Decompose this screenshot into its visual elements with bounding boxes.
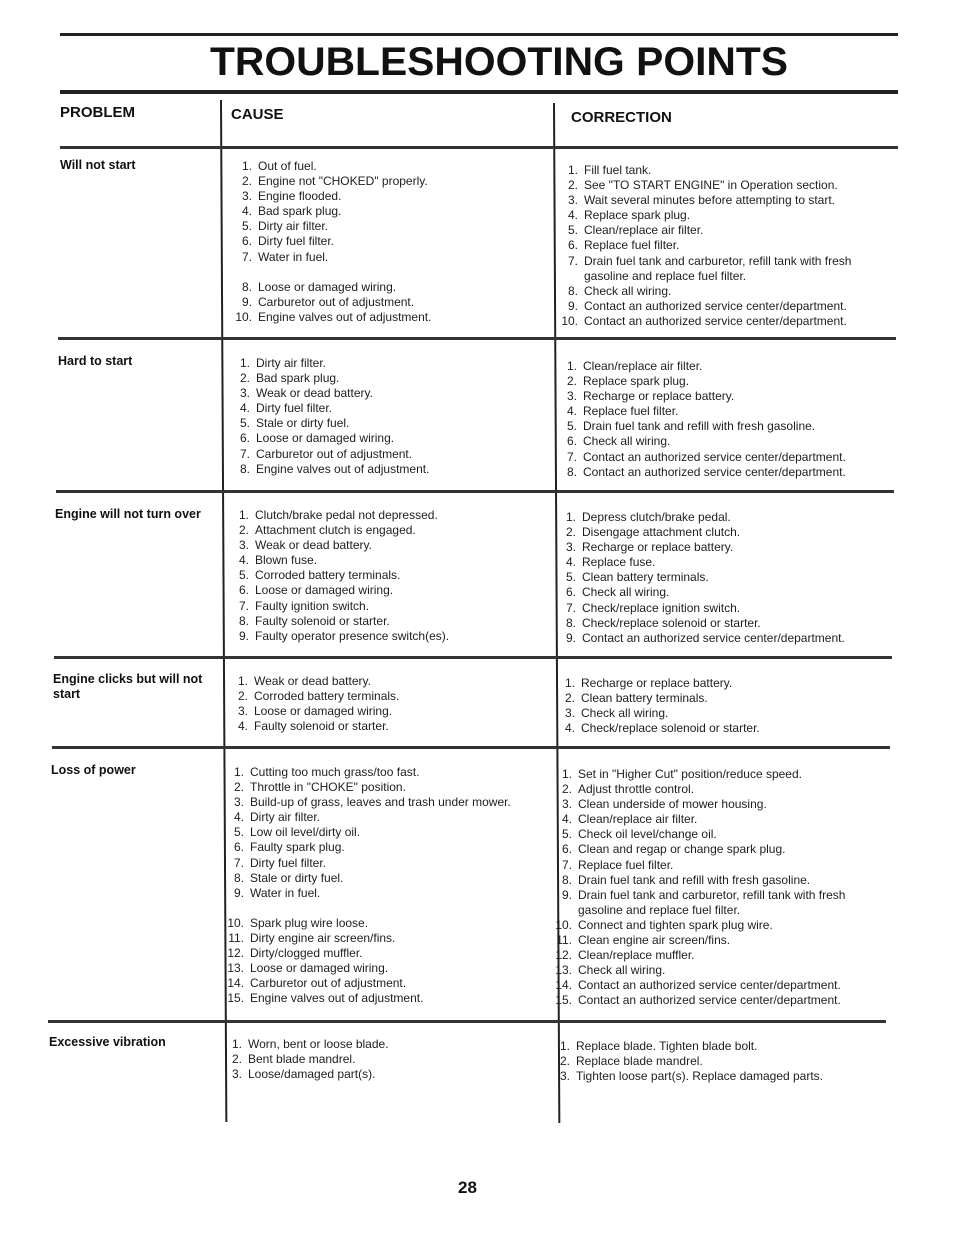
list-item: 8. Loose or damaged wiring. bbox=[241, 279, 397, 294]
list-item: 4. Faulty solenoid or starter. bbox=[237, 719, 389, 734]
list-item: 9. Water in fuel. bbox=[233, 885, 321, 900]
list-item: 4. Clean/replace air filter. bbox=[561, 812, 698, 827]
correction-list bbox=[556, 510, 886, 646]
problem-label: Engine clicks but will not start bbox=[53, 672, 203, 701]
column-header-correction: CORRECTION bbox=[571, 109, 672, 126]
list-item: 3. Loose/damaged part(s). bbox=[231, 1067, 376, 1082]
list-item: 1. Replace blade. Tighten blade bolt. bbox=[559, 1039, 758, 1053]
list-item: 2. Engine not "CHOKED" properly. bbox=[241, 174, 428, 189]
list-item: 1. Cutting too much grass/too fast. bbox=[233, 765, 420, 779]
list-item: 7. Drain fuel tank and carburetor, refill tank with fresh gasoline and replace fuel filter. bbox=[567, 253, 852, 283]
list-item: 6. Replace fuel filter. bbox=[567, 238, 680, 253]
list-item: 13. Check all wiring. bbox=[555, 963, 666, 978]
cause-list bbox=[230, 356, 540, 477]
list-item: 15. Contact an authorized service center/department. bbox=[555, 993, 841, 1008]
correction-list bbox=[558, 163, 888, 329]
list-item: 6. Loose or damaged wiring. bbox=[238, 583, 394, 598]
cause-list bbox=[232, 159, 542, 325]
list-item: 7. Dirty fuel filter. bbox=[233, 855, 327, 870]
list-item: 11. Clean engine air screen/fins. bbox=[556, 933, 731, 948]
correction-list bbox=[550, 1039, 885, 1084]
list-item: 8. Engine valves out of adjustment. bbox=[239, 461, 430, 476]
list-item: 3. Recharge or replace battery. bbox=[566, 389, 735, 404]
cause-list bbox=[222, 1037, 542, 1082]
list-item: 8. Stale or dirty fuel. bbox=[233, 870, 344, 885]
correction-list bbox=[555, 676, 885, 736]
correction-list bbox=[557, 359, 887, 480]
list-item: 3. Clean underside of mower housing. bbox=[561, 797, 767, 812]
cause-list bbox=[229, 508, 544, 644]
list-item: 8. Check all wiring. bbox=[567, 283, 672, 298]
list-item: 8. Faulty solenoid or starter. bbox=[238, 613, 390, 628]
list-item: 14. Contact an authorized service center/department. bbox=[555, 978, 841, 993]
list-item: 7. Faulty ignition switch. bbox=[238, 598, 370, 613]
list-item: 8. Check/replace solenoid or starter. bbox=[565, 615, 761, 630]
problem-label: Engine will not turn over bbox=[55, 507, 201, 521]
list-item: 4. Replace fuse. bbox=[565, 555, 656, 570]
list-item: 3. Wait several minutes before attempting to start. bbox=[567, 193, 835, 208]
list-item: 12. Dirty/clogged muffler. bbox=[227, 946, 363, 961]
list-item: 6. Faulty spark plug. bbox=[233, 840, 345, 855]
list-item: 9. Contact an authorized service center/department. bbox=[567, 298, 847, 313]
page-number: 28 bbox=[458, 1178, 477, 1197]
list-item: 4. Bad spark plug. bbox=[241, 204, 342, 219]
list-item: 1. Weak or dead battery. bbox=[237, 674, 371, 688]
list-item: 7. Contact an authorized service center/department. bbox=[566, 449, 846, 464]
list-item: 8. Drain fuel tank and refill with fresh gasoline. bbox=[561, 872, 811, 887]
list-item: 5. Clean battery terminals. bbox=[565, 570, 709, 585]
list-item: 2. Disengage attachment clutch. bbox=[565, 525, 741, 540]
list-item: 12. Clean/replace muffler. bbox=[555, 948, 695, 963]
list-item: 7. Check/replace ignition switch. bbox=[565, 600, 741, 615]
list-item: 1. Dirty air filter. bbox=[239, 356, 327, 370]
list-item: 10. Contact an authorized service center/department. bbox=[561, 313, 847, 328]
list-item: 1. Set in "Higher Cut" position/reduce speed. bbox=[561, 767, 802, 781]
problem-label: Will not start bbox=[60, 158, 136, 172]
list-item: 2. Attachment clutch is engaged. bbox=[238, 523, 416, 538]
list-item: 6. Clean and regap or change spark plug. bbox=[561, 842, 786, 857]
list-item: 1. Clutch/brake pedal not depressed. bbox=[238, 508, 438, 522]
list-item: 5. Dirty air filter. bbox=[241, 219, 329, 234]
cause-list bbox=[224, 765, 544, 1006]
list-item: 10. Engine valves out of adjustment. bbox=[235, 309, 432, 324]
title-top-rule bbox=[60, 33, 898, 36]
list-item: 5. Check oil level/change oil. bbox=[561, 827, 717, 842]
list-item: 7. Carburetor out of adjustment. bbox=[239, 446, 413, 461]
correction-list bbox=[552, 767, 887, 1009]
list-item: 3. Build-up of grass, leaves and trash under mower. bbox=[233, 795, 511, 810]
title-bottom-rule bbox=[60, 90, 898, 94]
list-item: 6. Check all wiring. bbox=[565, 585, 670, 600]
list-item: 6. Check all wiring. bbox=[566, 434, 671, 449]
list-item: 7. Water in fuel. bbox=[241, 249, 329, 264]
list-item: 6. Dirty fuel filter. bbox=[241, 234, 335, 249]
list-item: 3. Check all wiring. bbox=[564, 706, 669, 721]
page-title: TROUBLESHOOTING POINTS bbox=[210, 40, 789, 84]
list-item: 4. Check/replace solenoid or starter. bbox=[564, 721, 760, 736]
list-item: 5. Stale or dirty fuel. bbox=[239, 416, 350, 431]
list-item: 5. Corroded battery terminals. bbox=[238, 568, 401, 583]
cause-list bbox=[228, 674, 543, 734]
list-item: 1. Out of fuel. bbox=[241, 159, 317, 173]
list-item: 7. Replace fuel filter. bbox=[561, 857, 674, 872]
list-item: 4. Blown fuse. bbox=[238, 553, 318, 568]
list-item: 5. Clean/replace air filter. bbox=[567, 223, 704, 238]
column-header-cause: CAUSE bbox=[231, 106, 284, 123]
row-separator bbox=[60, 146, 898, 149]
list-item: 6. Loose or damaged wiring. bbox=[239, 431, 395, 446]
list-item: 1. Depress clutch/brake pedal. bbox=[565, 510, 731, 524]
problem-label: Loss of power bbox=[51, 763, 136, 777]
list-item: 4. Replace fuel filter. bbox=[566, 404, 679, 419]
list-item: 3. Loose or damaged wiring. bbox=[237, 704, 393, 719]
list-item: 3. Weak or dead battery. bbox=[239, 386, 373, 401]
list-item: 5. Low oil level/dirty oil. bbox=[233, 825, 361, 840]
list-item: 4. Dirty air filter. bbox=[233, 810, 321, 825]
list-item: 2. Replace blade mandrel. bbox=[559, 1054, 703, 1069]
list-item: 15. Engine valves out of adjustment. bbox=[227, 991, 424, 1006]
list-item: 14. Carburetor out of adjustment. bbox=[227, 976, 407, 991]
row-separator bbox=[48, 1020, 886, 1023]
list-item: 2. Clean battery terminals. bbox=[564, 691, 708, 706]
list-item: 9. Contact an authorized service center/department. bbox=[565, 630, 845, 645]
list-item: 11. Dirty engine air screen/fins. bbox=[228, 930, 396, 945]
list-item: 9. Carburetor out of adjustment. bbox=[241, 294, 415, 309]
list-item: 2. Bad spark plug. bbox=[239, 371, 340, 386]
list-item: 9. Faulty operator presence switch(es). bbox=[238, 628, 450, 643]
list-item: 2. Replace spark plug. bbox=[566, 374, 690, 389]
list-item: 9. Drain fuel tank and carburetor, refill tank with fresh gasoline and replace fuel filter. bbox=[561, 887, 846, 917]
row-separator bbox=[54, 656, 892, 659]
row-separator bbox=[56, 490, 894, 493]
list-item: 13. Loose or damaged wiring. bbox=[227, 961, 389, 976]
list-item: 1. Fill fuel tank. bbox=[567, 163, 652, 177]
list-item: 2. Adjust throttle control. bbox=[561, 782, 695, 797]
row-separator bbox=[58, 337, 896, 340]
list-item: 1. Recharge or replace battery. bbox=[564, 676, 733, 690]
list-item: 3. Weak or dead battery. bbox=[238, 538, 372, 553]
list-item: 4. Dirty fuel filter. bbox=[239, 401, 333, 416]
list-item: 10. Spark plug wire loose. bbox=[227, 915, 369, 930]
column-header-problem: PROBLEM bbox=[60, 104, 135, 121]
list-item: 3. Recharge or replace battery. bbox=[565, 540, 734, 555]
list-item: 5. Drain fuel tank and refill with fresh gasoline. bbox=[566, 419, 816, 434]
list-item: 2. Corroded battery terminals. bbox=[237, 689, 400, 704]
list-item: 2. See "TO START ENGINE" in Operation section. bbox=[567, 178, 838, 193]
list-item: 10. Connect and tighten spark plug wire. bbox=[555, 917, 773, 932]
row-separator bbox=[52, 746, 890, 749]
problem-label: Excessive vibration bbox=[49, 1035, 166, 1049]
list-item: 3. Engine flooded. bbox=[241, 189, 342, 204]
list-item: 8. Contact an authorized service center/department. bbox=[566, 464, 846, 479]
list-item: 3. Tighten loose part(s). Replace damaged parts. bbox=[559, 1069, 824, 1084]
list-item: 1. Clean/replace air filter. bbox=[566, 359, 703, 373]
list-item: 1. Worn, bent or loose blade. bbox=[231, 1037, 389, 1051]
list-item: 4. Replace spark plug. bbox=[567, 208, 691, 223]
list-item: 2. Bent blade mandrel. bbox=[231, 1052, 356, 1067]
list-item: 2. Throttle in "CHOKE" position. bbox=[233, 780, 406, 795]
problem-label: Hard to start bbox=[58, 354, 133, 368]
